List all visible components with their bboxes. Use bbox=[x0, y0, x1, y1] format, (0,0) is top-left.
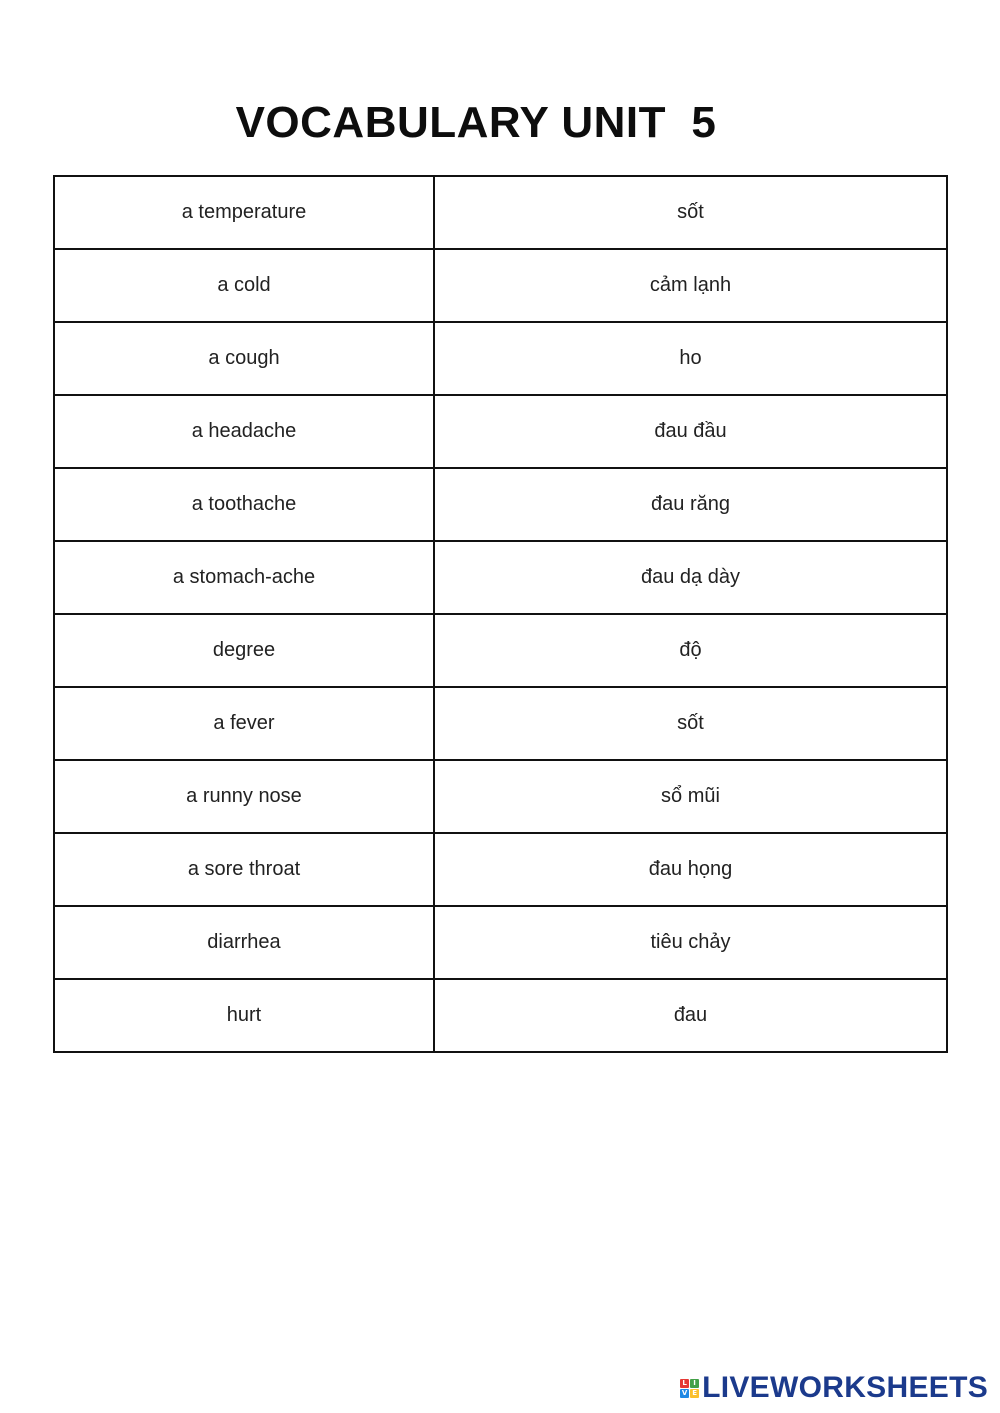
english-term: a toothache bbox=[54, 468, 434, 541]
table-row bbox=[54, 176, 947, 249]
vietnamese-translation: sốt bbox=[434, 687, 947, 760]
vietnamese-translation: đau dạ dày bbox=[434, 541, 947, 614]
english-term: a stomach-ache bbox=[54, 541, 434, 614]
english-term: a cough bbox=[54, 322, 434, 395]
vietnamese-translation: đau họng bbox=[434, 833, 947, 906]
english-term: a fever bbox=[54, 687, 434, 760]
table-row bbox=[54, 541, 947, 614]
table-row bbox=[54, 979, 947, 1052]
table-row bbox=[54, 468, 947, 541]
english-term: a sore throat bbox=[54, 833, 434, 906]
logo-letter-i: I bbox=[690, 1379, 699, 1388]
vietnamese-translation: cảm lạnh bbox=[434, 249, 947, 322]
table-row bbox=[54, 614, 947, 687]
vietnamese-translation: sốt bbox=[434, 176, 947, 249]
vietnamese-translation: ho bbox=[434, 322, 947, 395]
page-title: VOCABULARY UNIT 5 bbox=[235, 98, 717, 147]
logo-letter-l: L bbox=[680, 1379, 689, 1388]
english-term: a cold bbox=[54, 249, 434, 322]
vietnamese-translation: tiêu chảy bbox=[434, 906, 947, 979]
vietnamese-translation: đau bbox=[434, 979, 947, 1052]
table-row bbox=[54, 760, 947, 833]
vocabulary-table bbox=[53, 175, 948, 1053]
liveworksheets-logo bbox=[680, 1371, 988, 1405]
table-row bbox=[54, 395, 947, 468]
logo-letter-e: E bbox=[690, 1389, 699, 1398]
table-row bbox=[54, 833, 947, 906]
english-term: a headache bbox=[54, 395, 434, 468]
english-term: degree bbox=[54, 614, 434, 687]
table-row bbox=[54, 322, 947, 395]
table-row bbox=[54, 906, 947, 979]
table-row bbox=[54, 249, 947, 322]
english-term: hurt bbox=[54, 979, 434, 1052]
vietnamese-translation: độ bbox=[434, 614, 947, 687]
table-row bbox=[54, 687, 947, 760]
liveworksheets-logo-icon bbox=[680, 1379, 699, 1398]
brand-name: LIVEWORKSHEETS bbox=[702, 1371, 988, 1404]
logo-letter-v: V bbox=[681, 1388, 688, 1397]
vietnamese-translation: sổ mũi bbox=[434, 760, 947, 833]
vietnamese-translation: đau răng bbox=[434, 468, 947, 541]
english-term: a runny nose bbox=[54, 760, 434, 833]
english-term: a temperature bbox=[54, 176, 434, 249]
english-term: diarrhea bbox=[54, 906, 434, 979]
vietnamese-translation: đau đầu bbox=[434, 395, 947, 468]
